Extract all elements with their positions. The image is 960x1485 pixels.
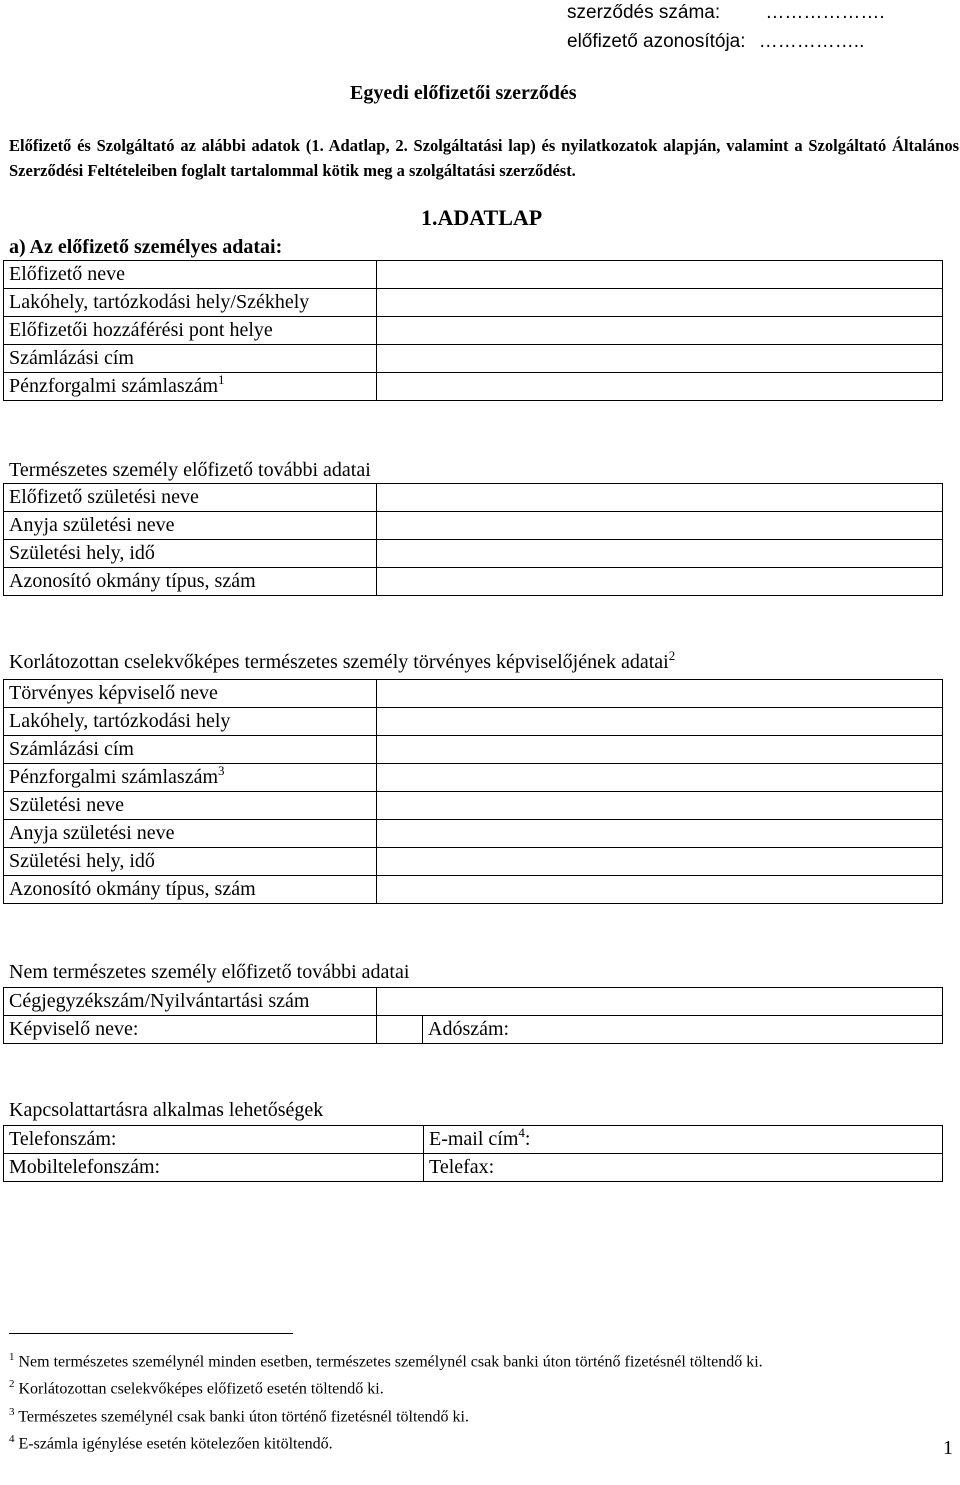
footnote-ref: 3 [218, 763, 225, 778]
contract-number-line [567, 0, 885, 26]
table-row [4, 848, 943, 876]
field-label: Pénzforgalmi számlaszám [9, 766, 219, 788]
field-label: Anyja születési neve [4, 512, 377, 540]
field-value[interactable] [377, 289, 943, 317]
email-cell[interactable] [424, 1126, 943, 1154]
field-label: Születési neve [4, 792, 377, 820]
field-label: Lakóhely, tartózkodási hely [4, 708, 377, 736]
table-row [4, 820, 943, 848]
footnote-text: Korlátozottan cselekvőképes előfizető esetén töltendő ki. [18, 1380, 384, 1398]
footnote-item [9, 1401, 763, 1428]
table-row [4, 736, 943, 764]
footnote-number: 1 [9, 1351, 15, 1363]
field-label[interactable]: Adószám: [423, 1016, 943, 1044]
field-value[interactable] [377, 512, 943, 540]
table-row [4, 876, 943, 904]
natural-person-title: Természetes személy előfizető további adatai [9, 459, 371, 481]
field-value[interactable] [377, 680, 943, 708]
field-label: Anyja születési neve [4, 820, 377, 848]
contract-number-value: ………………. [765, 2, 885, 23]
section-a-title: a) Az előfizető személyes adatai: [9, 236, 283, 258]
table-row [4, 1154, 943, 1182]
legal-representative-title-text: Korlátozottan cselekvőképes természetes személy törvényes képviselőjének adatai [9, 651, 669, 673]
footnote-item [9, 1346, 763, 1373]
table-row [4, 988, 943, 1016]
legal-entity-title: Nem természetes személy előfizető további adatai [9, 961, 410, 983]
field-value[interactable] [377, 848, 943, 876]
footnote-separator [9, 1333, 293, 1334]
footnote-item [9, 1373, 763, 1400]
table-row [4, 1126, 943, 1154]
field-value[interactable] [377, 261, 943, 289]
field-value[interactable] [377, 1016, 423, 1044]
table-row [4, 373, 943, 401]
field-label: Pénzforgalmi számlaszám [9, 375, 219, 397]
field-label[interactable]: Telefonszám: [4, 1126, 424, 1154]
field-label: Születési hely, idő [4, 848, 377, 876]
table-row [4, 289, 943, 317]
subscriber-id-label: előfizető azonosítója: [567, 31, 746, 52]
table-row [4, 261, 943, 289]
footnote-text: Nem természetes személynél minden esetben, természetes személynél csak banki úton történő fizetésnél töltendő ki. [18, 1353, 763, 1371]
field-label-colon: : [524, 1128, 531, 1150]
field-label-cell [4, 764, 377, 792]
subscriber-id-value: …………….. [758, 31, 865, 52]
field-label: Előfizető születési neve [4, 484, 377, 512]
table-row [4, 680, 943, 708]
field-label: Azonosító okmány típus, szám [4, 568, 377, 596]
table-row [4, 484, 943, 512]
field-label: Azonosító okmány típus, szám [4, 876, 377, 904]
field-value[interactable] [377, 736, 943, 764]
intro-paragraph: Előfizető és Szolgáltató az alábbi adatok (1. Adatlap, 2. Szolgáltatási lap) és nyilatkozatok alapján, valamint a Szolgáltató Általános Szerződési Feltételeiben foglalt tartalommal kötik meg a szolgáltatási szerződést. [9, 136, 959, 180]
field-label: Számlázási cím [4, 345, 377, 373]
legal-representative-title [9, 648, 676, 674]
footnote-number: 2 [9, 1378, 15, 1391]
table-row [4, 540, 943, 568]
table-row [4, 792, 943, 820]
field-value[interactable] [377, 373, 943, 401]
footnote-item [9, 1428, 763, 1455]
field-label: Születési hely, idő [4, 540, 377, 568]
field-value[interactable] [377, 484, 943, 512]
field-value[interactable] [377, 988, 943, 1016]
field-label: Törvényes képviselő neve [4, 680, 377, 708]
field-label[interactable]: Mobiltelefonszám: [4, 1154, 424, 1182]
field-value[interactable] [377, 764, 943, 792]
footnote-ref: 1 [218, 372, 225, 387]
legal-entity-table [3, 987, 943, 1044]
field-label: E-mail cím [429, 1128, 519, 1150]
contract-number-label: szerződés száma: [567, 2, 721, 23]
table-row [4, 708, 943, 736]
footnote-text: Természetes személynél csak banki úton történő fizetésnél töltendő ki. [18, 1407, 469, 1425]
field-label: Előfizető neve [4, 261, 377, 289]
adatlap-heading: 1.ADATLAP [421, 205, 543, 230]
field-label-cell [4, 373, 377, 401]
field-label: Lakóhely, tartózkodási hely/Székhely [4, 289, 377, 317]
field-label: Cégjegyzékszám/Nyilvántartási szám [4, 988, 377, 1016]
subscriber-id-line [567, 29, 864, 55]
table-row [4, 1016, 943, 1044]
footnote-ref: 2 [668, 648, 676, 663]
field-value[interactable] [377, 345, 943, 373]
legal-representative-table [3, 679, 943, 904]
field-label[interactable]: Telefax: [424, 1154, 943, 1182]
field-value[interactable] [377, 708, 943, 736]
field-value[interactable] [377, 568, 943, 596]
field-label: Előfizetői hozzáférési pont helye [4, 317, 377, 345]
table-row [4, 317, 943, 345]
field-value[interactable] [377, 876, 943, 904]
table-row [4, 345, 943, 373]
footnote-number: 3 [9, 1405, 15, 1418]
personal-data-table [3, 260, 943, 401]
page-number: 1 [943, 1437, 953, 1459]
footnote-number: 4 [9, 1432, 15, 1445]
table-row [4, 764, 943, 792]
field-label: Számlázási cím [4, 736, 377, 764]
table-row [4, 568, 943, 596]
table-row [4, 512, 943, 540]
contact-table [3, 1125, 943, 1182]
footnote-ref: 4 [518, 1125, 525, 1140]
document-title: Egyedi előfizetői szerződés [350, 82, 577, 104]
footnotes [9, 1346, 763, 1455]
footnote-text: E-számla igénylése esetén kötelezően kitöltendő. [18, 1435, 333, 1453]
field-value[interactable] [377, 317, 943, 345]
field-value[interactable] [377, 792, 943, 820]
contact-title: Kapcsolattartásra alkalmas lehetőségek [9, 1099, 324, 1121]
field-label: Képviselő neve: [4, 1016, 377, 1044]
field-value[interactable] [377, 820, 943, 848]
field-value[interactable] [377, 540, 943, 568]
natural-person-table [3, 483, 943, 596]
